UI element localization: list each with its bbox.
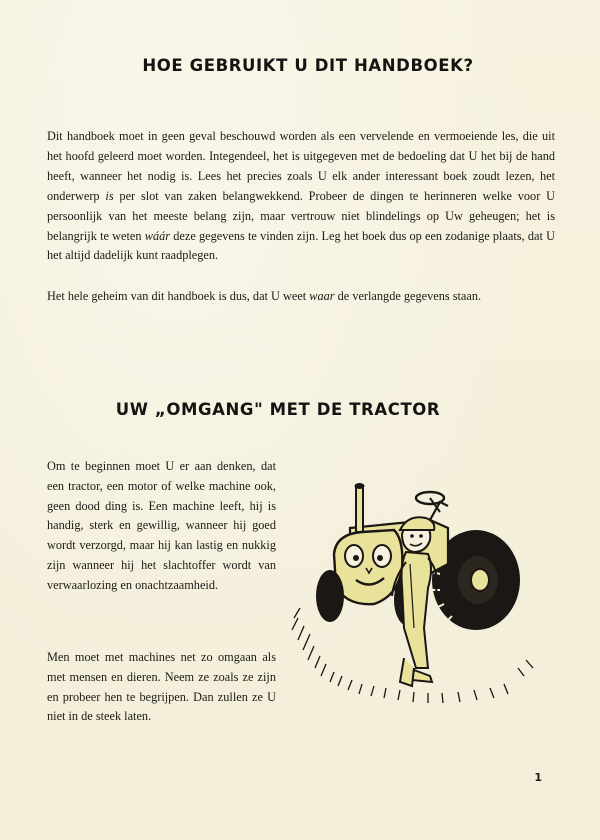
text-run: Dit handboek moet in geen geval beschouwd worden als een vervelende en vermoeiende les, die uit het hoofd geleerd moet worden. Integendeel, het is uitgegeven met de bedoeling dat U het bij de hand heeft, wanneer het nodig is. Lees het precies zoals U elk ander interessant boek zoudt lezen, het onderwerp [47, 129, 555, 203]
emphasis-is: is [105, 188, 114, 203]
page-number: 1 [534, 771, 542, 784]
text-run: Het hele geheim van dit handboek is dus, dat U weet [47, 289, 310, 303]
tractor-mechanic-illustration [290, 468, 540, 718]
paragraph-how-to-use [47, 127, 555, 266]
paragraph-secret [47, 287, 567, 307]
emphasis-waar: waar [309, 289, 335, 303]
emphasis-waar-accent: wáár [144, 228, 171, 243]
paragraph-treat-machines: Men moet met machines net zo omgaan als met mensen en dieren. Neem ze zoals ze zijn en probeer hen te begrijpen. Dan zullen ze U niet in de steek laten. [47, 650, 276, 724]
section-heading-tractor: UW „OMGANG" MET DE TRACTOR [115, 400, 441, 419]
text-run: per slot van zaken belangwekkend. Probeer de dingen te herinneren welke voor U persoonlijk van het meeste belang zijn, maar vertrouw niet blindelings op Uw geheugen; het is belangrijk te weten [47, 188, 555, 243]
tractor-body [334, 483, 448, 604]
paragraph-machine-alive: Om te beginnen moet U er aan denken, dat een tractor, een motor of welke machine ook, geen dood ding is. Een machine leeft, hij is handig, sterk en gewillig, wanneer hij goed wordt verzorgd, maar hij kan lastig en nukkig zijn wanneer hij het slachtoffer wordt van verwaarlozing en onachtzaamheid. [47, 459, 276, 592]
text-run: deze gegevens te vinden zijn. Leg het boek dus op een zodanige plaats, dat U het altijd dadelijk kunt raadplegen. [47, 228, 555, 263]
section-heading-how-to-use: HOE GEBRUIKT U DIT HANDBOEK? [142, 56, 474, 75]
text-run: de verlangde gegevens staan. [334, 289, 482, 303]
